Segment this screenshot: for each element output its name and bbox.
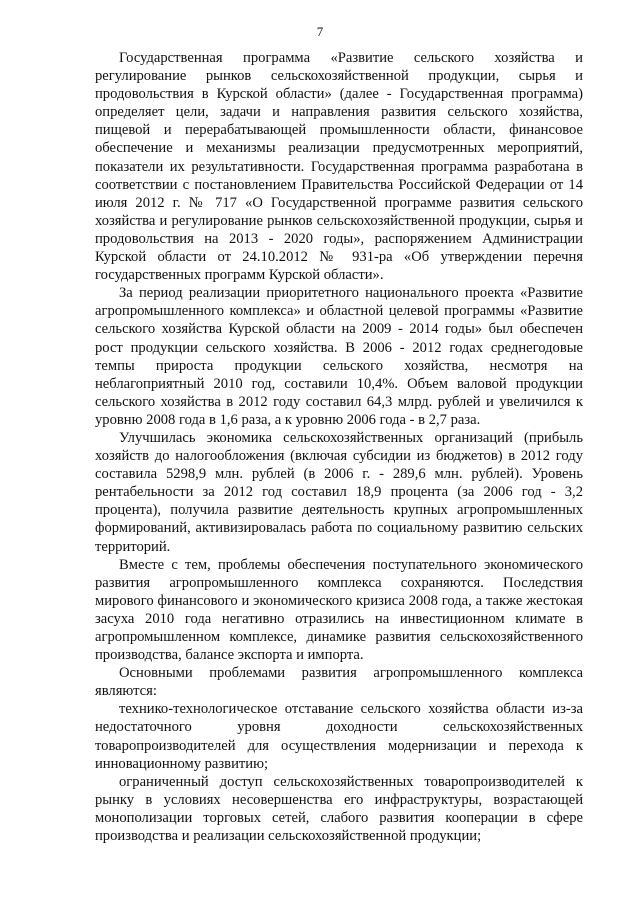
- paragraph-program-overview: Государственная программа «Развитие сельского хозяйства и регулирование рынков сельскохозяйственной продукции, сырья и продовольствия в Курской области» (далее - Государственная программа) определяет цели, задачи и направления развития сельского хозяйства, пищевой и перерабатывающей промышленности области, финансовое обеспечение и механизмы реализации предусмотренных мероприятий, показатели их результативности. Государственная программа разработана в соответствии с постановлением Правительства Российской Федерации от 14 июля 2012 г. № 717 «О Государственной программе развития сельского хозяйства и регулирование рынков сельскохозяйственной продукции, сырья и продовольствия на 2013 - 2020 годы», распоряжением Администрации Курской области от 24.10.2012 № 931-ра «Об утверждении перечня государственных программ Курской области».: [95, 50, 583, 284]
- paragraph-production-growth: За период реализации приоритетного национального проекта «Развитие агропромышленного комплекса» и областной целевой программы «Развитие сельского хозяйства Курской области на 2009 - 2014 годы» был обеспечен рост продукции сельского хозяйства. В 2006 - 2012 годах среднегодовые темпы прироста продукции сельского хозяйства, несмотря на неблагоприятный 2010 год, составили 10,4%. Объем валовой продукции сельского хозяйства в 2012 году составил 64,3 млрд. рублей и увеличился к уровню 2008 года в 1,6 раза, а к уровню 2006 года - в 2,7 раза.: [95, 285, 583, 428]
- paragraph-main-problems-intro: Основными проблемами развития агропромышленного комплекса являются:: [95, 665, 583, 700]
- paragraph-economy-improvement: Улучшилась экономика сельскохозяйственных организаций (прибыль хозяйств до налогообложения (включая субсидии из бюджетов) в 2012 году составила 5298,9 млн. рублей (в 2006 г. - 289,6 млн. рублей). Уровень рентабельности за 2012 год составил 18,9 процента (за 2006 год - 3,2 процента), получила развитие деятельность крупных агропромышленных формирований, активизировалась работа по социальному развитию сельских территорий.: [95, 429, 583, 555]
- list-item-technological-lag: технико-технологическое отставание сельского хозяйства области из-за недостаточного уровня доходности сельскохозяйственных товаропроизводителей для осуществления модернизации и перехода к инновационному развитию;: [95, 701, 583, 772]
- page-number: 7: [316, 24, 324, 39]
- list-item-market-access: ограниченный доступ сельскохозяйственных товаропроизводителей к рынку в условиях несовершенства его инфраструктуры, возрастающей монополизации торговых сетей, слабого развития кооперации в сфере производства и реализации сельскохозяйственной продукции;: [95, 773, 583, 845]
- document-body: [95, 49, 583, 845]
- paragraph-remaining-problems: Вместе с тем, проблемы обеспечения поступательного экономического развития агропромышленного комплекса сохраняются. Последствия мирового финансового и экономического кризиса 2008 года, а также жестокая засуха 2010 года негативно отразились на инвестиционном климате в агропромышленном комплексе, динамике развития сельскохозяйственного производства, балансе экспорта и импорта.: [95, 556, 583, 664]
